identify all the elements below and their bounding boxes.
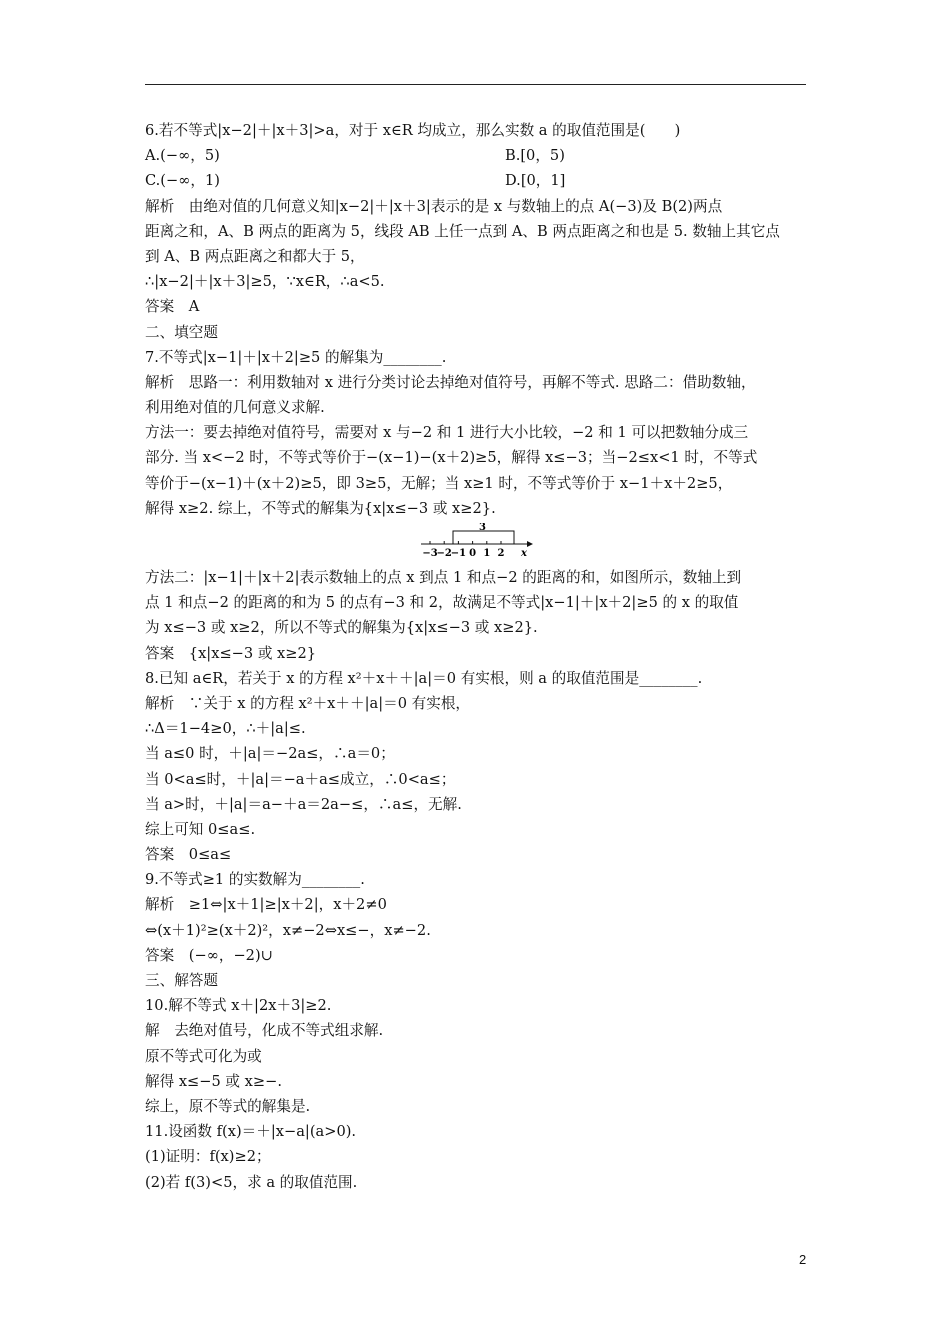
q6-option-b: B.[0，5) bbox=[505, 147, 565, 165]
q7-analysis-line: 部分. 当 x<−2 时，不等式等价于−(x−1)−(x＋2)≥5，解得 x≤−3；当−2≤x<1 时，不等式 bbox=[145, 449, 758, 467]
section-heading-fill-in: 二、填空题 bbox=[145, 323, 218, 341]
tick-label: 0 bbox=[469, 548, 477, 559]
header-rule bbox=[145, 84, 806, 85]
q11-stem: 11.设函数 f(x)＝＋|x−a|(a>0). bbox=[145, 1123, 357, 1141]
q8-answer: 答案 0≤a≤ bbox=[145, 846, 232, 864]
q8-stem: 8.已知 a∈R，若关于 x 的方程 x²＋x＋＋|a|＝0 有实根，则 a 的取值范围是________. bbox=[145, 669, 703, 687]
q11-part-2: (2)若 f(3)<5，求 a 的取值范围. bbox=[145, 1173, 358, 1191]
q10-stem: 10.解不等式 x＋|2x＋3|≥2. bbox=[145, 997, 332, 1015]
q8-analysis-line: 综上可知 0≤a≤. bbox=[145, 820, 256, 838]
q6-stem: 6.若不等式|x−2|＋|x＋3|>a，对于 x∈R 均成立，那么实数 a 的取值范围是( ) bbox=[145, 122, 681, 139]
q6-options-row1 bbox=[145, 143, 825, 168]
axis-label: x bbox=[521, 548, 527, 559]
tick-label: −1 bbox=[450, 548, 467, 559]
q7-analysis-line: 解得 x≥2. 综上，不等式的解集为{x|x≤−3 或 x≥2}. bbox=[145, 499, 496, 517]
q10-solution-line: 原不等式可化为或 bbox=[145, 1047, 262, 1065]
q7-analysis-line: 方法二：|x−1|＋|x＋2|表示数轴上的点 x 到点 1 和点−2 的距离的和，如图所示，数轴上到 bbox=[145, 569, 742, 586]
number-line-figure bbox=[145, 521, 825, 565]
q8-analysis-line: ∴Δ＝1−4≥0，∴＋|a|≤. bbox=[145, 720, 306, 738]
bracket-label: 3 bbox=[479, 523, 486, 533]
document-body bbox=[145, 118, 825, 1195]
q9-analysis-line: ⇔(x＋1)²≥(x＋2)²，x≠−2⇔x≤−，x≠−2. bbox=[145, 921, 431, 939]
q7-analysis-line: 利用绝对值的几何意义求解. bbox=[145, 399, 325, 417]
q7-analysis-line: 等价于−(x−1)＋(x＋2)≥5，即 3≥5，无解；当 x≥1 时，不等式等价于 x−1＋x＋2≥5， bbox=[145, 474, 733, 492]
q6-analysis-line: 到 A、B 两点距离之和都大于 5， bbox=[145, 247, 365, 265]
q10-solution-line: 解得 x≤−5 或 x≥−. bbox=[145, 1072, 282, 1090]
q6-option-d: D.[0，1] bbox=[505, 172, 566, 190]
q10-solution-line: 解 去绝对值号，化成不等式组求解. bbox=[145, 1022, 384, 1040]
section-heading-solve: 三、解答题 bbox=[145, 972, 218, 989]
q11-part-1: (1)证明：f(x)≥2； bbox=[145, 1148, 271, 1166]
q6-answer: 答案 A bbox=[145, 298, 200, 316]
q7-answer: 答案 {x|x≤−3 或 x≥2} bbox=[145, 644, 317, 662]
q6-analysis-line: ∴|x−2|＋|x＋3|≥5，∵x∈R，∴a<5. bbox=[145, 273, 385, 291]
q9-answer: 答案 (−∞，−2)∪ bbox=[145, 946, 273, 964]
axis-arrow bbox=[527, 541, 533, 547]
page-number: 2 bbox=[799, 1252, 807, 1267]
q8-analysis-line: 解析 ∵关于 x 的方程 x²＋x＋＋|a|＝0 有实根， bbox=[145, 694, 471, 712]
q8-analysis-line: 当 a≤0 时，＋|a|＝−2a≤，∴a＝0； bbox=[145, 745, 395, 763]
q7-stem: 7.不等式|x−1|＋|x＋2|≥5 的解集为________. bbox=[145, 348, 447, 366]
q6-analysis-line: 距离之和，A、B 两点的距离为 5，线段 AB 上任一点到 A、B 两点距离之和也是 5. 数轴上其它点 bbox=[145, 222, 780, 240]
q7-analysis-line: 为 x≤−3 或 x≥2，所以不等式的解集为{x|x≤−3 或 x≥2}. bbox=[145, 619, 538, 637]
q6-option-c: C.(−∞，1) bbox=[145, 172, 220, 190]
q6-analysis-line: 解析 由绝对值的几何意义知|x−2|＋|x＋3|表示的是 x 与数轴上的点 A(−3)及 B(2)两点 bbox=[145, 197, 723, 215]
number-line-svg bbox=[417, 523, 537, 563]
tick-label: 1 bbox=[483, 548, 491, 559]
q10-solution-line: 综上，原不等式的解集是. bbox=[145, 1097, 311, 1115]
tick-label: −2 bbox=[436, 548, 452, 559]
q9-stem: 9.不等式≥1 的实数解为________. bbox=[145, 871, 365, 889]
tick-label: 2 bbox=[497, 548, 505, 559]
q6-option-a: A.(−∞，5) bbox=[145, 147, 220, 165]
q7-analysis-line: 点 1 和点−2 的距离的和为 5 的点有−3 和 2，故满足不等式|x−1|＋|x＋2|≥5 的 x 的取值 bbox=[145, 594, 739, 612]
q7-analysis-line: 方法一：要去掉绝对值符号，需要对 x 与−2 和 1 进行大小比较，−2 和 1 可以把数轴分成三 bbox=[145, 424, 749, 442]
q9-analysis-line: 解析 ≥1⇔|x＋1|≥|x＋2|，x＋2≠0 bbox=[145, 896, 387, 914]
q8-analysis-line: 当 a>时，＋|a|＝a−＋a＝2a−≤，∴a≤，无解. bbox=[145, 795, 462, 813]
q8-analysis-line: 当 0<a≤时，＋|a|＝−a＋a≤成立，∴0<a≤； bbox=[145, 770, 456, 788]
tick-label: −3 bbox=[422, 548, 438, 559]
q6-options-row2 bbox=[145, 168, 825, 193]
q7-analysis-line: 解析 思路一：利用数轴对 x 进行分类讨论去掉绝对值符号，再解不等式. 思路二：借助数轴， bbox=[145, 373, 756, 391]
